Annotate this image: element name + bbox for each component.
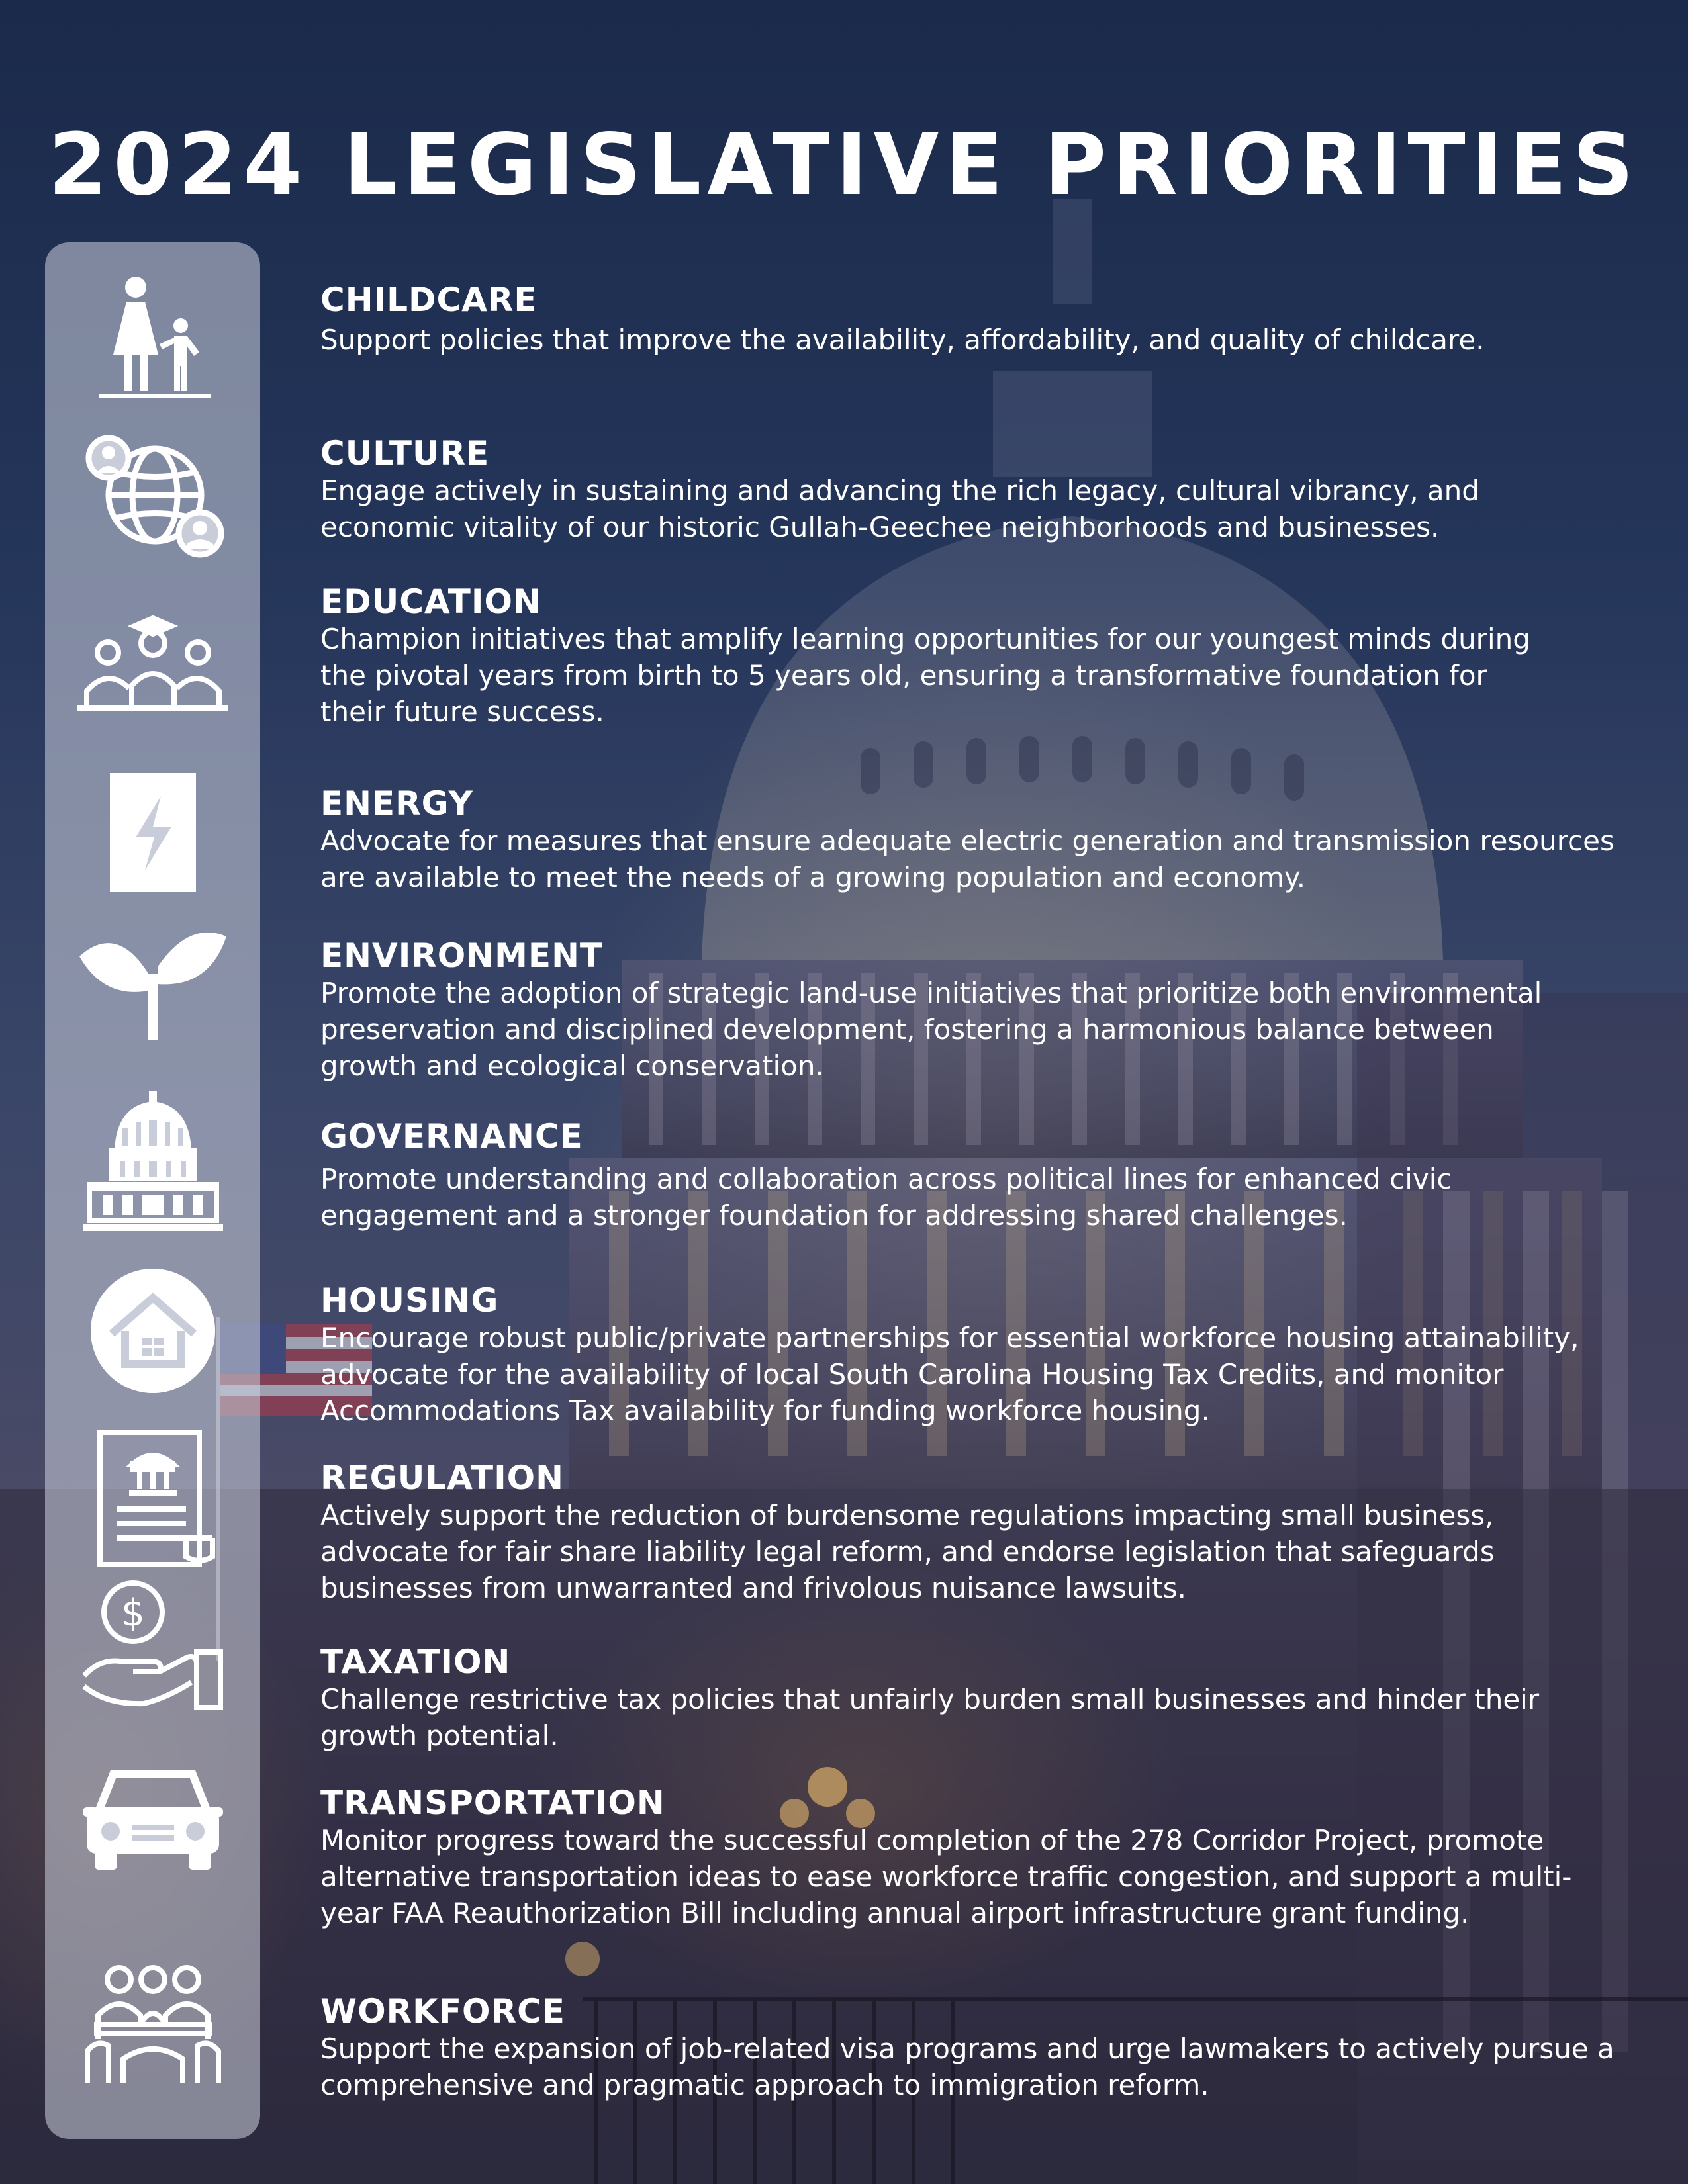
hand-dollar-icon <box>45 1566 260 1725</box>
priority-environment <box>320 936 1618 1084</box>
priority-heading: WORKFORCE <box>320 1992 565 2030</box>
priority-text: Actively support the reduction of burdensome regulations impacting small business, advocate for fair share liability legal reform, and endorse legislation that safeguards businesses from unwarranted and frivolous nuisance lawsuits. <box>320 1499 1495 1604</box>
priority-text: Encourage robust public/private partnerships for essential workforce housing attainability, advocate for the availability of local South Carolina Housing Tax Credits, and monitor Accommodations Tax availability for funding workforce housing. <box>320 1322 1579 1427</box>
priority-heading: ENERGY <box>320 784 473 823</box>
sprout-icon <box>45 904 260 1063</box>
svg-text:$: $ <box>120 1592 145 1635</box>
priority-energy <box>320 784 1618 895</box>
priority-heading: CHILDCARE <box>320 281 538 319</box>
lightning-icon <box>45 753 260 912</box>
priority-heading: GOVERNANCE <box>320 1117 583 1156</box>
globe-people-icon <box>45 416 260 574</box>
priority-text: Challenge restrictive tax policies that unfairly burden small businesses and hinder their growth potential. <box>320 1683 1540 1752</box>
icon-sidebar <box>45 242 260 2139</box>
priority-heading: TRANSPORTATION <box>320 1784 665 1822</box>
legal-document-icon <box>45 1420 260 1579</box>
priority-heading: REGULATION <box>320 1459 565 1497</box>
priority-text: Champion initiatives that amplify learning opportunities for our youngest minds during the pivotal years from birth to 5 years old, ensuring a transformative foundation for their future success. <box>320 623 1530 728</box>
priority-taxation <box>320 1643 1618 1754</box>
graduation-group-icon <box>45 580 260 739</box>
team-meeting-icon <box>45 1943 260 2102</box>
priority-text: Engage actively in sustaining and advancing the rich legacy, cultural vibrancy, and economic vitality of our historic Gullah-Geechee neighborhoods and businesses. <box>320 475 1479 543</box>
car-icon <box>45 1738 260 1897</box>
priority-heading: HOUSING <box>320 1281 499 1320</box>
priority-heading: ENVIRONMENT <box>320 936 604 975</box>
priority-heading: EDUCATION <box>320 582 541 621</box>
priority-housing <box>320 1281 1618 1429</box>
priority-education <box>320 582 1618 730</box>
priority-text: Promote understanding and collaboration across political lines for enhanced civic engagement and a stronger foundation for addressing shared challenges. <box>320 1163 1452 1232</box>
house-icon <box>45 1251 260 1410</box>
parent-child-icon <box>45 255 260 414</box>
priority-heading: CULTURE <box>320 434 490 473</box>
capitol-icon <box>45 1083 260 1242</box>
priority-culture <box>320 434 1618 545</box>
priority-governance <box>320 1117 1618 1234</box>
priority-regulation <box>320 1459 1618 1606</box>
priority-transportation <box>320 1784 1618 1931</box>
priority-text: Promote the adoption of strategic land-use initiatives that prioritize both environmental preservation and disciplined development, fostering a harmonious balance between growth and ecological conservation. <box>320 977 1542 1082</box>
priority-heading: TAXATION <box>320 1643 511 1681</box>
priority-workforce <box>320 1992 1618 2103</box>
priority-text: Advocate for measures that ensure adequate electric generation and transmission resources are available to meet the needs of a growing population and economy. <box>320 825 1615 893</box>
page-title: 2024 LEGISLATIVE PRIORITIES <box>48 116 1640 214</box>
priority-childcare <box>320 281 1618 361</box>
priority-text: Support policies that improve the availability, affordability, and quality of childcare. <box>320 324 1485 356</box>
priority-text: Support the expansion of job-related visa programs and urge lawmakers to actively pursue a comprehensive and pragmatic approach to immigration reform. <box>320 2032 1615 2101</box>
priority-text: Monitor progress toward the successful completion of the 278 Corridor Project, promote alternative transportation ideas to ease workforce traffic congestion, and support a multi-year FAA Reauthorization Bill including annual airport infrastructure grant funding. <box>320 1824 1572 1929</box>
